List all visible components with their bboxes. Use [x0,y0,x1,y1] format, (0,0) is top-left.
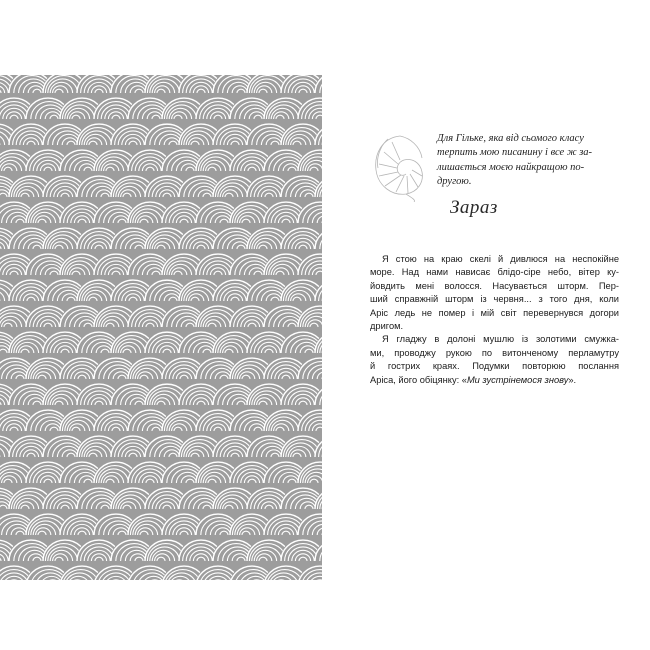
scale-shape [298,199,322,225]
body-line-final [370,374,619,387]
body-line: Аріс ледь не помер і мій світ перевернувся догори [370,307,619,318]
chapter-body [370,253,619,387]
body-text-fragment: Аріса, його обіцянку: « [370,374,467,385]
scale-shape [298,147,322,173]
scale-shape [298,303,322,329]
body-line: йовдить мені волосся. Насувається шторм. Пер- [370,280,619,291]
scale-shape [298,459,322,485]
scale-shape [298,355,322,381]
text-page [330,75,650,580]
dedication-line: другою. [437,176,472,188]
body-line: море. Над нами нависає блідо-сіре небо, вітер ку- [370,267,619,278]
scale-shape [298,251,322,277]
chapter-title: Зараз [450,197,498,218]
body-line: Я гладжу в долоні мушлю із золотими смужка- [382,334,619,345]
dedication-line: лишається моєю найкращою по- [437,161,585,173]
body-line: Я стою на краю скелі й дивлюся на неспокійне [382,254,619,264]
scale-shape [298,511,322,537]
body-line: й гострих краях. Подумки повторюю послання [370,361,619,372]
scale-shape [298,407,322,433]
nautilus-shell-icon [370,130,428,202]
body-line: ми, проводжу рукою по витонченому перламутру [370,347,619,358]
scale-pattern-illustration [0,75,322,580]
body-line: ший справжній шторм із червня... з того дня, коли [370,294,619,305]
dedication [437,132,614,190]
body-line: дригом. [370,321,404,332]
dedication-line: терпить мою писанину і все ж за- [437,147,593,159]
dedication-line: Для Гільке, яка від сьомого класу [437,133,584,144]
quote-close: ». [568,374,577,385]
scale-shape [298,95,322,121]
quoted-promise: Ми зустрінемося знову [466,374,569,385]
decorative-scale-pattern-page [0,75,322,580]
